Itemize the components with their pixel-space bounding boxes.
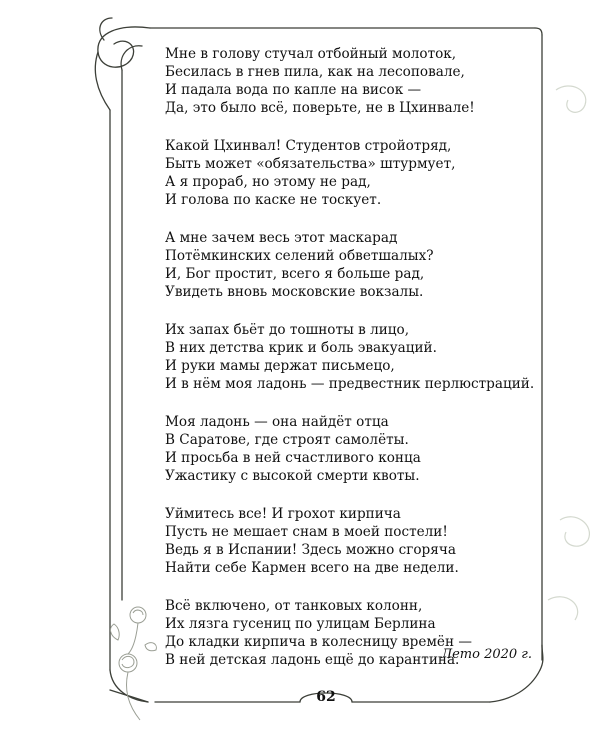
poem-line: Какой Цхинвал! Студентов стройотряд, — [165, 138, 452, 154]
poem-line: Найти себе Кармен всего на две недели. — [165, 560, 459, 576]
poem-line: Увидеть вновь московские вокзалы. — [165, 284, 424, 300]
poem-line: И руки мамы держат письмецо, — [165, 358, 395, 374]
stanza — [165, 45, 545, 117]
stanza — [165, 505, 545, 577]
poem-line: И в нём моя ладонь — предвестник перлюстраций. — [165, 376, 535, 392]
poem-line: Их запах бьёт до тошноты в лицо, — [165, 322, 410, 338]
poem-line: В Саратове, где строят самолёты. — [165, 432, 409, 448]
page-number: 62 — [316, 689, 336, 705]
poem-line: В них детства крик и боль эвакуаций. — [165, 340, 437, 356]
poem-line: Ведь я в Испании! Здесь можно сгоряча — [165, 542, 456, 558]
poem-line: Уймитесь все! И грохот кирпича — [165, 506, 401, 522]
stanza — [165, 321, 545, 393]
poem-line: А мне зачем весь этот маскарад — [165, 230, 398, 246]
poem-line: А я прораб, но этому не рад, — [165, 174, 371, 190]
poem-line: И, Бог простит, всего я больше рад, — [165, 266, 425, 282]
poem-line: Ужастику с высокой смерти квоты. — [165, 468, 420, 484]
stanza — [165, 137, 545, 209]
poem-line: Мне в голову стучал отбойный молоток, — [165, 46, 457, 62]
poem-date: Лето 2020 г. — [441, 647, 532, 662]
poem-line: Их лязга гусениц по улицам Берлина — [165, 616, 436, 632]
poem-line: Потёмкинских селений обветшалых? — [165, 248, 434, 264]
poem-line: Моя ладонь — она найдёт отца — [165, 414, 389, 430]
poem-line: До кладки кирпича в колесницу времён — — [165, 634, 472, 650]
poem-body — [165, 45, 545, 689]
poem-line: В ней детская ладонь ещё до карантина. — [165, 652, 460, 668]
poem-line: И просьба в ней счастливого конца — [165, 450, 421, 466]
poem-line: Всё включено, от танковых колонн, — [165, 598, 423, 614]
stanza — [165, 229, 545, 301]
poem-line: И голова по каске не тоскует. — [165, 192, 382, 208]
poem-line: Бесилась в гнев пила, как на лесоповале, — [165, 64, 465, 80]
poem-line: И падала вода по капле на висок — — [165, 82, 422, 98]
stanza — [165, 413, 545, 485]
poem-line: Быть может «обязательства» штурмует, — [165, 156, 456, 172]
poem-line: Да, это было всё, поверьте, не в Цхинвале! — [165, 100, 475, 116]
poem-line: Пусть не мешает снам в моей постели! — [165, 524, 448, 540]
